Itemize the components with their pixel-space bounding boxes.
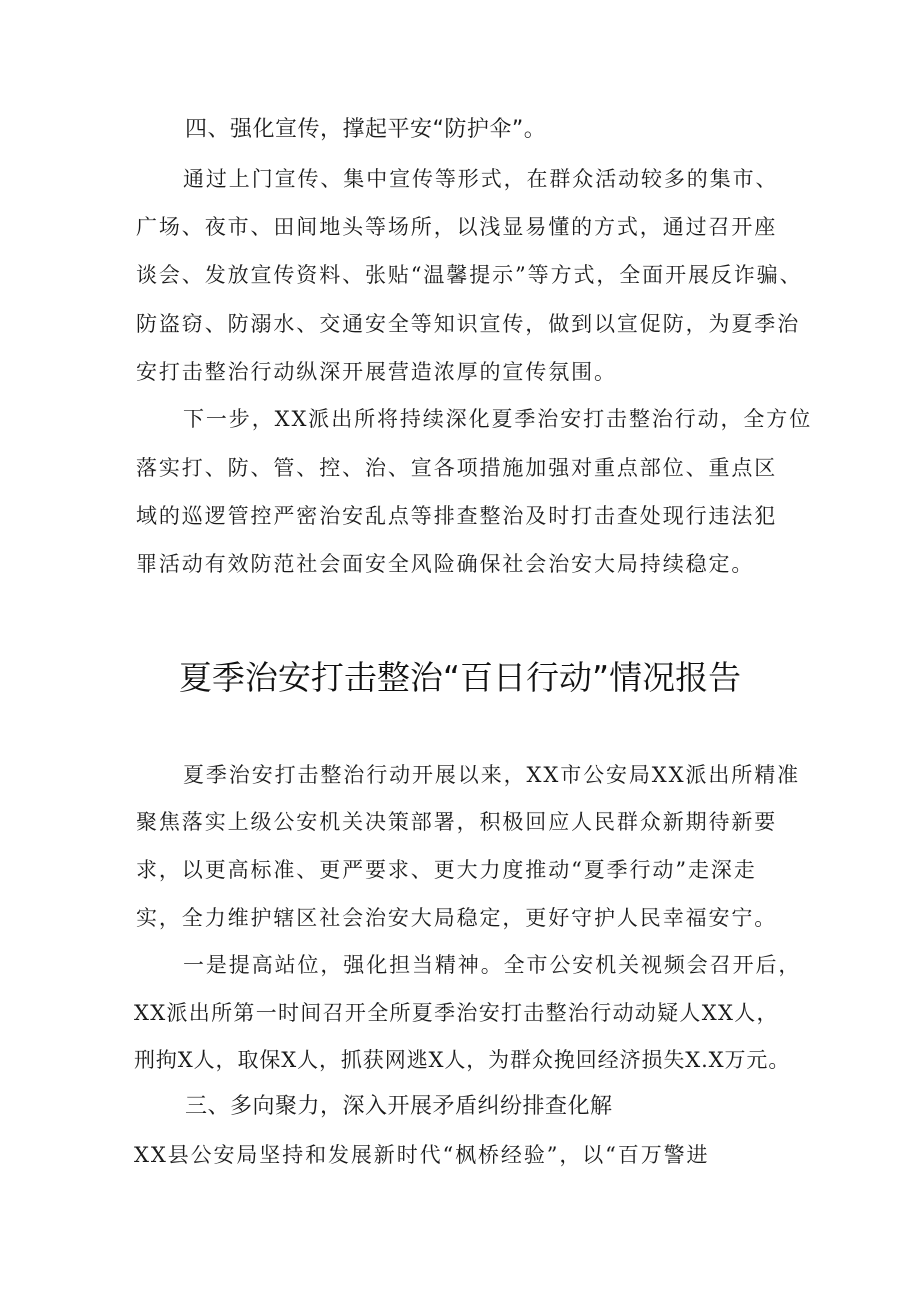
report-title: 夏季治安打击整治“百日行动”情况报告 (178, 658, 742, 697)
paragraph-line: 刑拘X人，取保X人，抓获网逃X人，为群众挽回经济损失X.X万元。 (134, 1048, 791, 1072)
section-heading-publicity: 四、强化宣传，撑起平安“防护伞”。 (185, 117, 547, 142)
paragraph-line: 罪活动有效防范社会面安全风险确保社会治安大局持续稳定。 (136, 552, 755, 576)
paragraph-line: 聚焦落实上级公安机关决策部署，积极回应人民群众新期待新要 (136, 810, 778, 834)
paragraph-line: 通过上门宣传、集中宣传等形式，在群众活动较多的集市、 (183, 167, 779, 191)
paragraph-line: 下一步，XX派出所将持续深化夏季治安打击整治行动，全方位 (183, 407, 813, 431)
paragraph-line: 落实打、防、管、控、治、宣各项措施加强对重点部位、重点区 (136, 456, 778, 480)
paragraph-line: XX县公安局坚持和发展新时代“枫桥经验”，以“百万警进 (134, 1143, 710, 1167)
paragraph-line: 求，以更高标准、更严要求、更大力度推动“夏季行动”走深走 (136, 858, 757, 882)
paragraph-line: 广场、夜市、田间地头等场所，以浅显易懂的方式，通过召开座 (136, 215, 778, 239)
paragraph-line: 域的巡逻管控严密治安乱点等排查整治及时打击查处现行违法犯 (136, 504, 778, 528)
paragraph-line: 谈会、发放宣传资料、张贴“温馨提示”等方式，全面开展反诈骗、 (136, 263, 803, 287)
paragraph-line: 防盗窃、防溺水、交通安全等知识宣传，做到以宣促防，为夏季治 (136, 312, 801, 336)
paragraph-line: 夏季治安打击整治行动开展以来，XX市公安局XX派出所精准 (183, 763, 800, 787)
paragraph-line: XX派出所第一时间召开全所夏季治安打击整治行动动疑人XX人， (134, 1001, 779, 1025)
paragraph-line: 实，全力维护辖区社会治安大局稳定，更好守护人民幸福安宁。 (136, 906, 778, 930)
paragraph-line: 一是提高站位，强化担当精神。全市公安机关视频会召开后， (183, 953, 802, 977)
section-heading-dispute-resolution: 三、多向聚力，深入开展矛盾纠纷排查化解 (185, 1094, 613, 1119)
paragraph-line: 安打击整治行动纵深开展营造浓厚的宣传氛围。 (136, 360, 617, 384)
